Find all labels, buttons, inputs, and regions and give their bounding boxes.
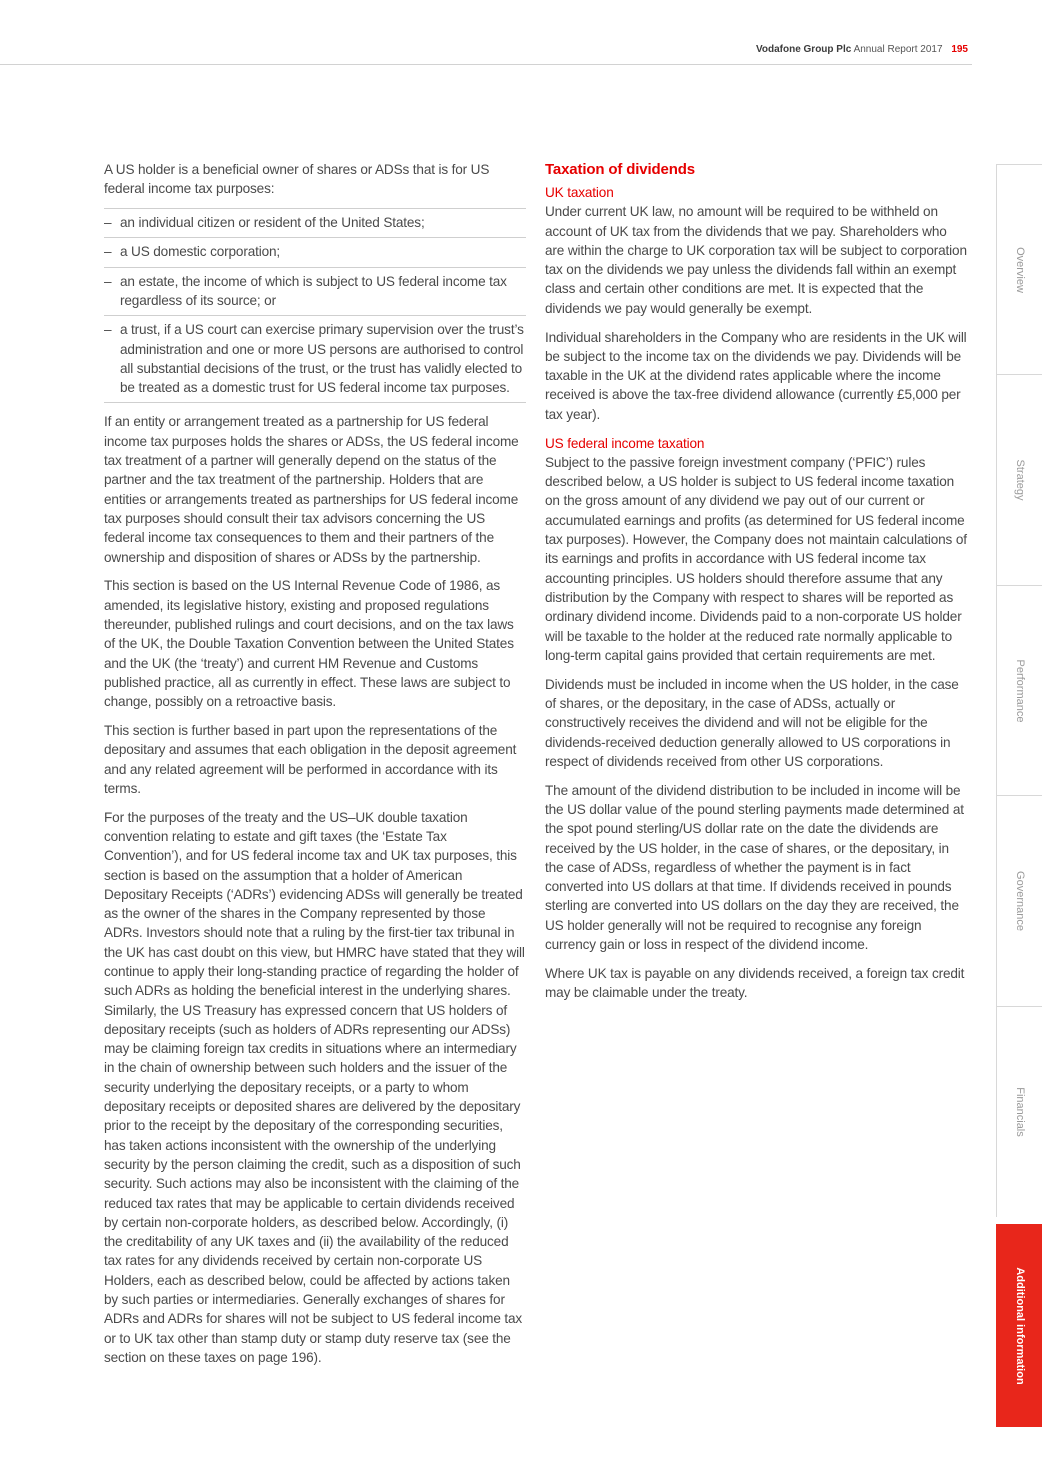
report-title: Annual Report 2017	[853, 44, 943, 55]
section-side-nav	[996, 164, 1042, 1426]
right-column	[545, 160, 969, 1012]
list-item	[104, 268, 526, 317]
list-item-text: an estate, the income of which is subject to US federal income tax regardless of its source; or	[120, 273, 507, 308]
side-tab-label: Overview	[1014, 247, 1026, 293]
paragraph-uk-individuals: Individual shareholders in the Company who are residents in the UK will be subject to the income tax on the dividends we pay. Dividends will be taxable in the UK at the dividend rates applicable where the income received is above the tax-free dividend allowance (currently £5,000 per tax year).	[545, 329, 967, 422]
subheading-uk-taxation: UK taxation	[545, 185, 614, 200]
side-tab-performance[interactable]	[996, 585, 1042, 796]
side-tab-additional-information[interactable]	[996, 1224, 1042, 1427]
dash-bullet: –	[104, 244, 112, 260]
side-tab-label: Governance	[1014, 871, 1026, 931]
side-tab-overview[interactable]	[996, 164, 1042, 375]
list-item	[104, 238, 526, 267]
side-tab-governance[interactable]	[996, 795, 1042, 1006]
us-holder-list	[104, 208, 526, 403]
header-divider	[0, 64, 972, 65]
section-heading: Taxation of dividends	[545, 161, 695, 178]
paragraph-dividend-inclusion: Dividends must be included in income when the US holder, in the case of shares, or the depositary, in the case of ADSs, actually or constructively receives the dividend and will not be eligible for the dividends-received deduction generally allowed to US corporations in respect of dividends received from other US corporations.	[545, 676, 959, 769]
list-item-text: a US domestic corporation;	[120, 244, 281, 260]
paragraph-dividend-amount: The amount of the dividend distribution to be included in income will be the US dollar value of the pound sterling payments made determined at the spot pound sterling/US dollar rate on the date the dividends are received by the US holder, in the case of shares, or the depositary, in the case of ADSs, regardless of whether the payment is in fact converted into US dollars at that time. If dividends received in pounds sterling are converted into US dollars on the day they are received, the US holder generally will not be required to recognise any foreign currency gain or loss in respect of the dividend income.	[545, 782, 964, 952]
us-holder-intro: A US holder is a beneficial owner of shares or ADSs that is for US federal income tax purposes:	[104, 162, 490, 197]
list-item	[104, 316, 526, 403]
side-tab-financials[interactable]	[996, 1006, 1042, 1217]
paragraph-partnership: If an entity or arrangement treated as a partnership for US federal income tax purposes holds the shares or ADSs, the US federal income tax treatment of a partner will generally depend on the status of the partner and the tax treatment of the partnership. Holders that are entities or arrangements treated as partnerships for US federal income tax purposes should consult their tax advisors concerning the US federal income tax consequences to them and their partners of the ownership and disposition of shares or ADSs by the partnership.	[104, 414, 519, 565]
side-tab-label: Performance	[1014, 659, 1026, 723]
list-item-text: an individual citizen or resident of the United States;	[120, 215, 425, 231]
paragraph-legal-basis: This section is based on the US Internal Revenue Code of 1986, as amended, its legislative history, existing and proposed regulations thereunder, published rulings and court decisions, and on the tax laws of the UK, the Double Taxation Convention between the United States and the UK (the ‘treaty’) and current HM Revenue and Customs published practice, all as currently in effect. These laws are subject to change, possibly on a retroactive basis.	[104, 578, 514, 710]
side-tab-label: Strategy	[1014, 459, 1026, 501]
paragraph-uk-withholding: Under current UK law, no amount will be required to be withheld on account of UK tax from the dividends that we pay. Shareholders who are within the charge to UK corporation tax will be subject to corporation tax on the dividends we pay unless the dividends fall within an exempt class and certain other conditions are met. It is expected that the dividends we pay would generally be exempt.	[545, 204, 967, 316]
list-item	[104, 209, 526, 238]
dash-bullet: –	[104, 215, 112, 231]
side-tab-strategy[interactable]	[996, 374, 1042, 585]
left-column	[104, 160, 526, 1377]
dash-bullet: –	[104, 322, 112, 338]
list-item-text: a trust, if a US court can exercise primary supervision over the trust’s administration and one or more US persons are authorised to control all substantial decisions of the trust, or the trust has validly elected to be treated as a domestic trust for US federal income tax purposes.	[120, 322, 524, 396]
paragraph-depositary: This section is further based in part upon the representations of the depositary and assumes that each obligation in the deposit agreement and any related agreement will be performed in accordance with its terms.	[104, 722, 517, 796]
side-tab-label: Additional information	[1014, 1267, 1026, 1385]
subheading-us-federal-taxation: US federal income taxation	[545, 435, 705, 451]
paragraph-foreign-tax-credit: Where UK tax is payable on any dividends received, a foreign tax credit may be claimable under the treaty.	[545, 965, 965, 1001]
side-tab-label: Financials	[1014, 1087, 1026, 1137]
page-number: 195	[951, 44, 968, 55]
paragraph-pfic: Subject to the passive foreign investment company (‘PFIC’) rules described below, a US holder is subject to US federal income taxation on the gross amount of any dividend we pay out of our current or accumulated earnings and profits (as determined for US federal income tax purposes). However, the Company does not maintain calculations of its earnings and profits in accordance with US federal income tax accounting principles. US holders should therefore assume that any distribution by the Company with respect to shares will be reported as ordinary dividend income. Dividends paid to a non-corporate US holder will be taxable to the holder at the reduced rate normally applicable to long-term capital gains provided that certain requirements are met.	[545, 454, 967, 663]
dash-bullet: –	[104, 273, 112, 289]
company-name: Vodafone Group Plc	[755, 44, 852, 55]
page-header	[756, 44, 968, 55]
paragraph-adr-treatment: For the purposes of the treaty and the US–UK double taxation convention relating to estate and gift taxes (the ‘Estate Tax Convention’), and for US federal income tax and UK tax purposes, this section is based on the assumption that a holder of American Depositary Receipts (‘ADRs’) evidencing ADSs will generally be treated as the owner of the shares in the Company represented by those ADRs. Investors should note that a ruling by the first-tier tax tribunal in the UK has cast doubt on this view, but HMRC have stated that they will continue to apply their long-standing practice of regarding the holder of such ADRs as holding the beneficial interest in the underlying shares. Similarly, the US Treasury has expressed concern that US holders of depositary receipts (such as holders of ADRs representing our ADSs) may be claiming foreign tax credits in situations where an intermediary in the chain of ownership between such holders and the issuer of the security underlying the depositary receipts, or a party to whom depositary receipts or deposited shares are delivered by the depositary prior to the receipt by the depositary of the corresponding securities, has taken actions inconsistent with the ownership of the underlying security by the person claiming the credit, such as a disposition of such security. Such actions may also be inconsistent with the claiming of the reduced tax rates that may be applicable to certain dividends received by certain non-corporate holders, as described below. Accordingly, (i) the creditability of any UK taxes and (ii) the availability of the reduced tax rates for any dividends received by certain non-corporate US Holders, each as described below, could be affected by actions taken by such parties or intermediaries. Generally exchanges of shares for ADRs and ADRs for shares will not be subject to US federal income tax or to UK tax other than stamp duty or stamp duty reserve tax (see the section on these taxes on page 196).	[104, 809, 525, 1365]
